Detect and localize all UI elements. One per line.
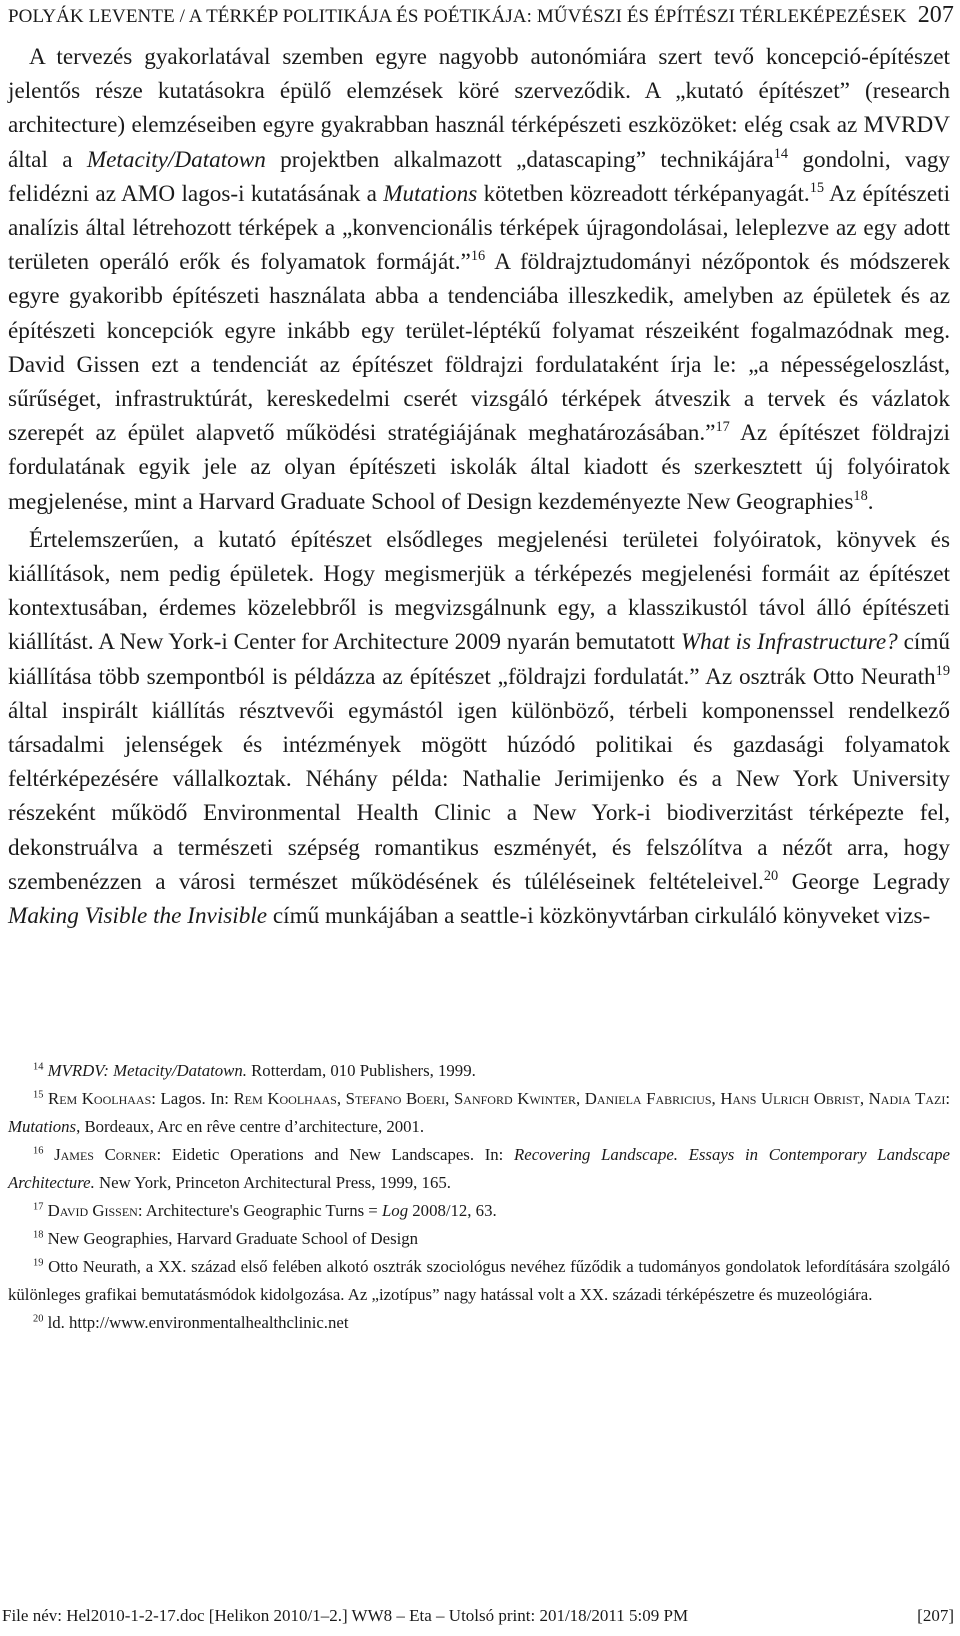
text-run: New York, Princeton Architectural Press, 1999, 165.	[94, 1173, 451, 1192]
text-run: .	[867, 488, 874, 515]
footnote-ref[interactable]: 14	[773, 145, 789, 162]
text-run: című munkájában a seattle-i közkönyvtárban cirkuláló könyveket vizs-	[267, 903, 931, 930]
text-run: George Legrady	[778, 868, 950, 895]
footnotes	[8, 1057, 950, 1337]
text-run: gondolni, vagy felidézni az AMO lagos-i kutatásának a	[8, 146, 951, 207]
body-text	[8, 40, 950, 933]
paragraph	[8, 523, 950, 933]
file-info: File név: Hel2010-1-2-17.doc [Helikon 2010/1–2.] WW8 – Eta – Utolsó print: 201/18/2011 5:09 PM	[2, 1606, 689, 1625]
footnote-number: 15	[33, 1089, 44, 1101]
italic-title: Log	[381, 1201, 409, 1220]
text-run: Rotterdam, 010 Publishers, 1999.	[246, 1061, 476, 1080]
italic-title: Mutations	[8, 1117, 77, 1136]
footnote-14	[8, 1057, 950, 1085]
text-run: New Geographies, Harvard Graduate School of Design	[43, 1229, 419, 1248]
footnote-number: 20	[33, 1313, 44, 1325]
footnote-16	[8, 1141, 950, 1197]
paragraph	[8, 40, 950, 519]
running-header	[8, 2, 954, 29]
footnote-ref[interactable]: 20	[763, 867, 779, 884]
footnote-15	[8, 1085, 950, 1141]
footnote-ref[interactable]: 18	[853, 487, 868, 504]
footnote-number: 16	[33, 1145, 44, 1157]
footnote-ref[interactable]: 19	[935, 662, 950, 679]
italic-title: Making Visible the Invisible	[8, 903, 268, 930]
italic-title: Recovering Landscape. Essays in Contemporary Landscape Architecture.	[8, 1145, 950, 1192]
text-run: Értelemszerűen, a kutató építészet elsődleges megjelenési területei folyóiratok, könyvek és kiállítások, nem pedig épületek. Hogy megismerjük a térképezés megjelenési formáit az építészet kontextusában, érdemes közelebbről is megvizsgálnunk egy, a klasszikustól távol álló építészeti kiállítást. A New York-i Center for Architecture 2009 nyarán bemutatott	[8, 526, 950, 656]
italic-title: Mutations	[383, 180, 478, 207]
footnote-20	[8, 1309, 950, 1337]
italic-title: Metacity/Datatown	[86, 146, 266, 173]
page-number: 207	[917, 2, 954, 28]
author-name: Rem Koolhaas	[48, 1089, 152, 1108]
author-name: David Gissen	[47, 1201, 138, 1220]
footnote-ref[interactable]: 16	[470, 248, 486, 265]
running-title: POLYÁK LEVENTE / A TÉRKÉP POLITIKÁJA ÉS POÉTIKÁJA: MŰVÉSZI ÉS ÉPÍTÉSZI TÉRLEKÉPEZÉSEK	[8, 6, 907, 27]
footnote-ref[interactable]: 15	[809, 179, 825, 196]
text-run: által inspirált kiállítás résztvevői egymástól igen különböző, térbeli komponenssel rendelkező társadalmi jelenségek és intézmények mögött húzódó politikai és gazdasági folyamatok feltérképezésére vállalkoztak. Néhány példa: Nathalie Jerimijenko és a New York University részeként működő Environmental Health Clinic a New York-i biodiverzitást térképezte fel, dekonstruálva a természeti szépség romantikus eszményét, és felszólítva a nézőt arra, hogy szembenézzen a városi természet működésének és túléléseinek feltételeivel.	[8, 697, 950, 895]
text-run: 2008/12, 63.	[408, 1201, 497, 1220]
italic-title: MVRDV: Metacity/Datatown.	[47, 1061, 247, 1080]
footnote-number: 14	[33, 1061, 44, 1073]
footnote-number: 18	[33, 1229, 44, 1241]
footnote-number: 17	[33, 1201, 44, 1213]
page-footer	[2, 1606, 954, 1626]
text-run: című kiállítása több szempontból is példázza az építészet „földrajzi fordulatát.” Az osztrák Otto Neurath	[8, 629, 950, 690]
text-run: :	[945, 1089, 950, 1108]
text-run: A földrajztudományi nézőpontok és módszerek egyre gyakoribb építészeti használata abba a tendenciába illeszkedik, amelyben az épületek és az építészeti koncepciók egyre inkább egy terület-léptékű folyamat részeiként fogalmazódnak meg. David Gissen ezt a tendenciát az építészet földrajzi fordulataként írja le: „a népességeloszlást, sűrűséget, infrastruktúrát, kereskedelmi cserét vizsgáló térképek átveszik a tervek és vázlatok szerepét az épület alapvető működési stratégiájának meghatározásában.”	[8, 249, 951, 447]
text-run: , Bordeaux, Arc en rêve centre d’architecture, 2001.	[76, 1117, 425, 1136]
footnote-17	[8, 1197, 950, 1225]
italic-title: What is Infrastructure?	[680, 629, 898, 656]
text-run: Az építészet földrajzi fordulatának egyik jele az olyan építészeti iskolák által kiadott és szerkesztett új folyóiratok megjelenése, mint a Harvard Graduate School of Design kezdeményezte New Geographies	[8, 420, 950, 515]
text-run: kötetben közreadott térképanyagát.	[477, 180, 810, 207]
text-run: : Architecture's Geographic Turns =	[137, 1201, 382, 1220]
text-run: : Eidetic Operations and New Landscapes. In:	[156, 1145, 514, 1164]
text-run: A tervezés gyakorlatával szemben egyre nagyobb autonómiára szert tevő koncepció-építészet jelentős része kutatásokra épülő elemzések köré szerveződik. A „kutató építészet” (research architecture) elemzéseiben egyre gyakrabban használ térképészeti eszközöket: elég csak az MVRDV által a	[8, 44, 950, 173]
footnote-19	[8, 1253, 950, 1309]
text-run: : Lagos. In:	[151, 1089, 234, 1108]
text-run: Az építészeti analízis által létrehozott térképek a „konvencionális térképek újragondolásai, leleplezve az egy adott területen operáló erők és folyamatok formáját.”	[8, 180, 951, 276]
author-name: James Corner	[54, 1145, 157, 1164]
footnote-18	[8, 1225, 950, 1253]
text-run: Otto Neurath, a XX. század első felében alkotó osztrák szociológus nevéhez fűződik a tudományos gondolatok lefordítására szolgáló különleges grafikai bemutatásmódok kidolgozása. Az „izotípus” nagy hatással volt a XX. századi térképészetre és muzeológiára.	[8, 1257, 950, 1304]
footer-page-number: [207]	[917, 1606, 954, 1625]
footnote-ref[interactable]: 17	[715, 419, 730, 436]
author-name: Rem Koolhaas, Stefano Boeri, Sanford Kwinter, Daniela Fabricius, Hans Ulrich Obrist, Nadia Tazi	[233, 1089, 946, 1108]
text-run: projektben alkalmazott „datascaping” technikájára	[265, 146, 774, 173]
footnote-link[interactable]: ld. http://www.environmentalhealthclinic.net	[43, 1313, 349, 1332]
footnote-number: 19	[33, 1257, 44, 1269]
